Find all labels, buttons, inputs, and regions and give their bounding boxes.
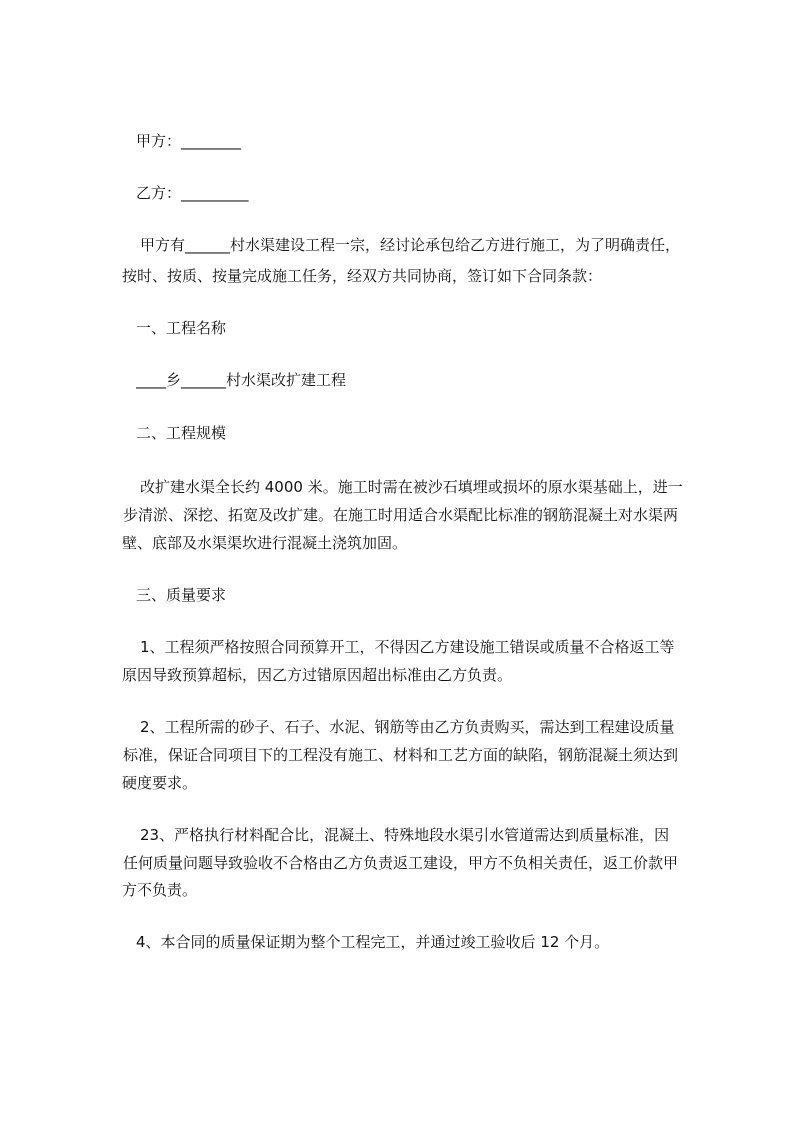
intro-paragraph-line-2: 按时、按质、按量完成施工任务，经双方共同协商，签订如下合同条款：: [122, 267, 603, 285]
clause-2-line-1: 2、工程所需的砂子、石子、水泥、钢筋等由乙方负责购买，需达到工程建设质量: [140, 718, 675, 736]
clause-3-line-1: 23、严格执行材料配合比，混凝土、特殊地段水渠引水管道需达到质量标准，因: [140, 826, 670, 844]
scale-paragraph-line-2: 步清淤、深挖、拓宽及改扩建。在施工时用适合水渠配比标准的钢筋混凝土对水渠两: [123, 506, 679, 524]
intro-paragraph-line-1: 甲方有______村水渠建设工程一宗，经讨论承包给乙方进行施工，为了明确责任，: [140, 236, 681, 254]
section-heading-3: 三、质量要求: [136, 586, 227, 604]
section-heading-2: 二、工程规模: [136, 424, 227, 442]
scale-paragraph-line-1: 改扩建水渠全长约 4000 米。施工时需在被沙石填埋或损坏的原水渠基础上，进一: [140, 478, 683, 496]
clause-1-line-1: 1、工程须严格按照合同预算开工，不得因乙方建设施工错误或质量不合格返工等: [140, 638, 675, 656]
party-a-line: 甲方：________: [136, 132, 242, 150]
clause-3-line-2: 任何质量问题导致验收不合格由乙方负责返工建设，甲方不负相关责任，返工价款甲: [123, 854, 679, 872]
project-name-line: ____乡______村水渠改扩建工程: [136, 371, 347, 389]
clause-3-line-3: 方不负责。: [122, 881, 198, 899]
clause-4-line-1: 4、本合同的质量保证期为整个工程完工，并通过竣工验收后 12 个月。: [136, 933, 610, 951]
clause-2-line-3: 硬度要求。: [122, 774, 198, 792]
party-b-line: 乙方：_________: [136, 184, 249, 202]
scale-paragraph-line-3: 壁、底部及水渠渠坎进行混凝土浇筑加固。: [122, 534, 408, 552]
clause-2-line-2: 标准，保证合同项目下的工程没有施工、材料和工艺方面的缺陷，钢筋混凝土须达到: [123, 746, 679, 764]
section-heading-1: 一、工程名称: [136, 319, 227, 337]
clause-1-line-2: 原因导致预算超标，因乙方过错原因超出标准由乙方负责。: [122, 666, 513, 684]
